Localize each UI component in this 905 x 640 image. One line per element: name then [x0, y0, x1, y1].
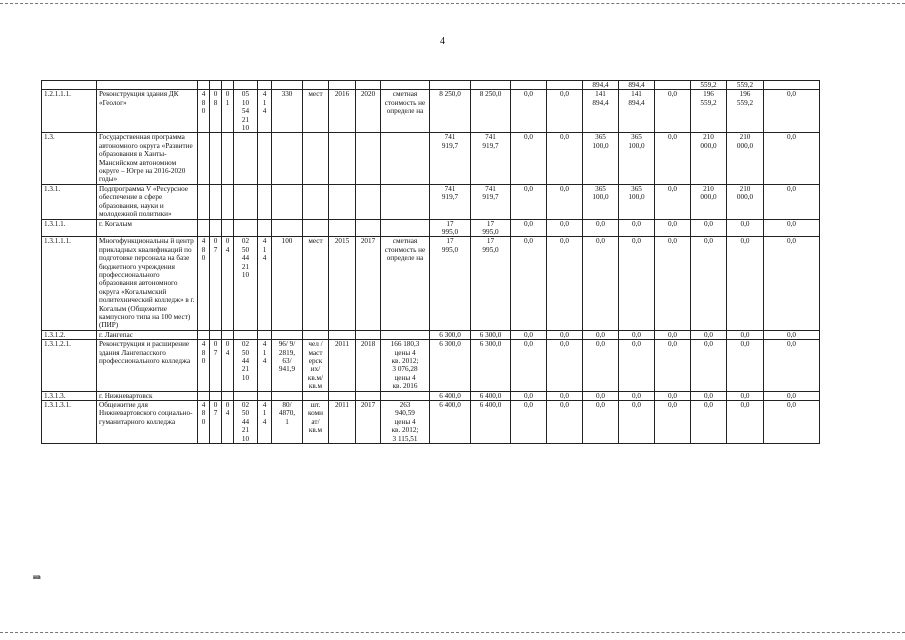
value-cell: 0,0: [619, 237, 655, 330]
digit-cell: [234, 330, 258, 339]
value-cell: 0,0: [655, 219, 691, 237]
digit-cell: 0 7: [210, 237, 222, 330]
budget-cell: 741 919,7: [471, 133, 511, 184]
value-cell: 0,0: [764, 90, 820, 133]
digit-cell: 4 1 4: [258, 237, 272, 330]
end-year-cell: [356, 391, 381, 400]
digit-cell: [198, 219, 210, 237]
page-number: 4: [440, 36, 445, 47]
digit-cell: [210, 133, 222, 184]
digit-cell: [258, 330, 272, 339]
value-cell: 365 100,0: [583, 184, 619, 219]
value-cell: 0,0: [511, 184, 547, 219]
carryover-cell: 559,2: [727, 81, 764, 90]
digit-cell: [222, 330, 234, 339]
code-cell: 1.3.1.1.1.: [42, 237, 97, 330]
value-cell: 196 559,2: [727, 90, 764, 133]
unit-cell: [303, 391, 329, 400]
end-year-cell: 2017: [356, 401, 381, 444]
value-cell: 210 000,0: [691, 184, 727, 219]
capacity-cell: 80/ 4870, 1: [272, 401, 303, 444]
code-cell: 1.3.: [42, 133, 97, 184]
digit-cell: [198, 184, 210, 219]
value-cell: 0,0: [583, 219, 619, 237]
digit-cell: [258, 391, 272, 400]
scan-bottom-edge: [0, 632, 905, 634]
value-cell: 210 000,0: [727, 184, 764, 219]
digit-cell: 4 8 0: [198, 90, 210, 133]
digit-cell: 4 8 0: [198, 401, 210, 444]
value-cell: 0,0: [655, 184, 691, 219]
digit-cell: 0 8: [210, 90, 222, 133]
table-row: [42, 219, 820, 237]
capacity-cell: 330: [272, 90, 303, 133]
code-cell: 1.3.1.: [42, 184, 97, 219]
budget-cell: 6 400,0: [471, 391, 511, 400]
value-cell: 0,0: [547, 330, 583, 339]
estimate-cell: [381, 391, 430, 400]
table-row-carryover: [42, 81, 820, 90]
value-cell: 0,0: [547, 133, 583, 184]
total-cell: 17 995,0: [430, 237, 471, 330]
digit-cell: 4 1 4: [258, 340, 272, 391]
digit-cell: [210, 184, 222, 219]
code-cell: 1.3.1.2.: [42, 330, 97, 339]
budget-cell: 6 400,0: [471, 401, 511, 444]
value-cell: 141 894,4: [619, 90, 655, 133]
value-cell: 0,0: [764, 391, 820, 400]
value-cell: 0,0: [764, 330, 820, 339]
value-cell: 0,0: [655, 340, 691, 391]
digit-cell: [210, 219, 222, 237]
value-cell: 0,0: [511, 401, 547, 444]
unit-cell: шт. комн ат/ кв.м: [303, 401, 329, 444]
value-cell: 0,0: [511, 340, 547, 391]
digit-cell: 4 8 0: [198, 340, 210, 391]
unit-cell: [303, 184, 329, 219]
name-cell: Реконструкция и расширение здания Лангепасского профессионального колледжа: [97, 340, 198, 391]
table-row: [42, 401, 820, 444]
value-cell: 0,0: [547, 184, 583, 219]
estimate-cell: 263 940,59 цены 4 кв. 2012; 3 115,51: [381, 401, 430, 444]
value-cell: 0,0: [764, 219, 820, 237]
digit-cell: [234, 219, 258, 237]
digit-cell: 02 50 44 21 10: [234, 237, 258, 330]
digit-cell: [222, 219, 234, 237]
name-cell: г. Когалым: [97, 219, 198, 237]
value-cell: 0,0: [655, 401, 691, 444]
capacity-cell: 100: [272, 237, 303, 330]
value-cell: 0,0: [691, 219, 727, 237]
value-cell: 0,0: [691, 391, 727, 400]
value-cell: 0,0: [691, 237, 727, 330]
value-cell: 0,0: [583, 401, 619, 444]
value-cell: 0,0: [727, 219, 764, 237]
value-cell: 0,0: [511, 237, 547, 330]
value-cell: 0,0: [727, 340, 764, 391]
unit-cell: мест: [303, 90, 329, 133]
value-cell: 0,0: [764, 184, 820, 219]
value-cell: 210 000,0: [691, 133, 727, 184]
name-cell: Государственная программа автономного округа «Развитие образования в Ханты-Мансийском автономном округе – Югре на 2016-2020 годы»: [97, 133, 198, 184]
value-cell: 0,0: [583, 340, 619, 391]
table-row: [42, 391, 820, 400]
digit-cell: 02 50 44 21 10: [234, 340, 258, 391]
estimate-cell: сметная стоимость не определе на: [381, 90, 430, 133]
scan-top-edge: [0, 3, 905, 5]
digit-cell: 4 1 4: [258, 401, 272, 444]
value-cell: 0,0: [619, 391, 655, 400]
carryover-cell: 894,4: [619, 81, 655, 90]
end-year-cell: [356, 330, 381, 339]
end-year-cell: [356, 184, 381, 219]
digit-cell: 4 8 0: [198, 237, 210, 330]
value-cell: 0,0: [655, 391, 691, 400]
name-cell: Реконструкция здания ДК «Геолог»: [97, 90, 198, 133]
value-cell: 196 559,2: [691, 90, 727, 133]
unit-cell: чел / маст ерск их/ кв.м/ кв.м: [303, 340, 329, 391]
end-year-cell: 2020: [356, 90, 381, 133]
capacity-cell: [272, 184, 303, 219]
code-cell: 1.3.1.2.1.: [42, 340, 97, 391]
value-cell: 0,0: [619, 340, 655, 391]
total-cell: 6 300,0: [430, 330, 471, 339]
table-row: [42, 237, 820, 330]
value-cell: 0,0: [511, 391, 547, 400]
estimate-cell: [381, 330, 430, 339]
digit-cell: 0 1: [222, 90, 234, 133]
digit-cell: [222, 133, 234, 184]
total-cell: 6 300,0: [430, 340, 471, 391]
digit-cell: [258, 184, 272, 219]
digit-cell: [198, 330, 210, 339]
value-cell: 0,0: [583, 391, 619, 400]
value-cell: 365 100,0: [583, 133, 619, 184]
table-body: [42, 81, 820, 444]
value-cell: 0,0: [547, 401, 583, 444]
value-cell: 141 894,4: [583, 90, 619, 133]
digit-cell: 0 4: [222, 237, 234, 330]
digit-cell: [234, 184, 258, 219]
code-cell: 1.3.1.3.1.: [42, 401, 97, 444]
budget-cell: 17 995,0: [471, 219, 511, 237]
start-year-cell: [329, 391, 356, 400]
estimate-cell: 166 180,3 цены 4 кв. 2012; 3 076,28 цены 4 кв. 2016: [381, 340, 430, 391]
value-cell: 0,0: [547, 90, 583, 133]
value-cell: 365 100,0: [619, 184, 655, 219]
budget-cell: 6 300,0: [471, 340, 511, 391]
start-year-cell: 2015: [329, 237, 356, 330]
value-cell: 0,0: [764, 401, 820, 444]
budget-cell: 741 919,7: [471, 184, 511, 219]
digit-cell: 4 1 4: [258, 90, 272, 133]
value-cell: 0,0: [511, 330, 547, 339]
total-cell: 741 919,7: [430, 184, 471, 219]
capacity-cell: [272, 330, 303, 339]
end-year-cell: [356, 133, 381, 184]
start-year-cell: 2011: [329, 340, 356, 391]
table-row: [42, 133, 820, 184]
digit-cell: 0 4: [222, 340, 234, 391]
budget-cell: 6 300,0: [471, 330, 511, 339]
start-year-cell: 2016: [329, 90, 356, 133]
unit-cell: мест: [303, 237, 329, 330]
value-cell: 365 100,0: [619, 133, 655, 184]
value-cell: 0,0: [619, 401, 655, 444]
value-cell: 0,0: [583, 330, 619, 339]
digit-cell: [222, 391, 234, 400]
total-cell: 8 250,0: [430, 90, 471, 133]
value-cell: 0,0: [655, 330, 691, 339]
value-cell: 0,0: [764, 340, 820, 391]
value-cell: 0,0: [619, 330, 655, 339]
digit-cell: [234, 133, 258, 184]
value-cell: 0,0: [547, 219, 583, 237]
digit-cell: 05 10 54 21 10: [234, 90, 258, 133]
name-cell: Общежитие для Нижневартовского социально-гуманитарного колледжа: [97, 401, 198, 444]
budget-cell: 8 250,0: [471, 90, 511, 133]
value-cell: 0,0: [655, 237, 691, 330]
digit-cell: [198, 391, 210, 400]
value-cell: 0,0: [511, 90, 547, 133]
digit-cell: [258, 133, 272, 184]
digit-cell: 02 50 44 21 10: [234, 401, 258, 444]
carryover-cell: 559,2: [691, 81, 727, 90]
value-cell: 0,0: [547, 340, 583, 391]
start-year-cell: [329, 184, 356, 219]
digit-cell: [258, 219, 272, 237]
value-cell: 0,0: [655, 133, 691, 184]
digit-cell: [210, 330, 222, 339]
estimate-cell: [381, 133, 430, 184]
value-cell: 0,0: [691, 330, 727, 339]
table-row: [42, 184, 820, 219]
digit-cell: [222, 184, 234, 219]
value-cell: 0,0: [727, 401, 764, 444]
unit-cell: [303, 330, 329, 339]
end-year-cell: 2018: [356, 340, 381, 391]
digit-cell: 0 7: [210, 340, 222, 391]
value-cell: 0,0: [619, 219, 655, 237]
table-row: [42, 330, 820, 339]
start-year-cell: [329, 330, 356, 339]
code-cell: 1.3.1.1.: [42, 219, 97, 237]
start-year-cell: [329, 219, 356, 237]
table-row: [42, 90, 820, 133]
footnote: нв: [33, 573, 41, 581]
value-cell: 0,0: [727, 391, 764, 400]
capacity-cell: [272, 133, 303, 184]
value-cell: 0,0: [727, 330, 764, 339]
unit-cell: [303, 219, 329, 237]
value-cell: 0,0: [655, 90, 691, 133]
name-cell: г. Нижневартовск: [97, 391, 198, 400]
budget-cell: 17 995,0: [471, 237, 511, 330]
value-cell: 0,0: [547, 391, 583, 400]
value-cell: 0,0: [764, 237, 820, 330]
total-cell: 741 919,7: [430, 133, 471, 184]
estimate-cell: [381, 219, 430, 237]
value-cell: 0,0: [691, 401, 727, 444]
end-year-cell: [356, 219, 381, 237]
unit-cell: [303, 133, 329, 184]
value-cell: 0,0: [511, 133, 547, 184]
total-cell: 17 995,0: [430, 219, 471, 237]
value-cell: 0,0: [511, 219, 547, 237]
name-cell: Многофункциональны й центр прикладных квалификаций по подготовке персонала на базе бюджетного учреждения профессионального образования автономного округа «Когалымский политехнический колледж» в г. Когалым (Общежитие кампусного типа на 100 мест) (ПИР): [97, 237, 198, 330]
digit-cell: [210, 391, 222, 400]
value-cell: 0,0: [691, 340, 727, 391]
investment-program-table: [41, 80, 820, 444]
capacity-cell: 96/ 9/ 2819, 63/ 941,9: [272, 340, 303, 391]
capacity-cell: [272, 391, 303, 400]
end-year-cell: 2017: [356, 237, 381, 330]
start-year-cell: 2011: [329, 401, 356, 444]
digit-cell: [234, 391, 258, 400]
value-cell: 0,0: [727, 237, 764, 330]
name-cell: г. Лангепас: [97, 330, 198, 339]
digit-cell: [198, 133, 210, 184]
start-year-cell: [329, 133, 356, 184]
carryover-cell: 894,4: [583, 81, 619, 90]
code-cell: 1.3.1.3.: [42, 391, 97, 400]
value-cell: 210 000,0: [727, 133, 764, 184]
capacity-cell: [272, 219, 303, 237]
digit-cell: 0 7: [210, 401, 222, 444]
digit-cell: 0 4: [222, 401, 234, 444]
name-cell: Подпрограмма V «Ресурсное обеспечение в сфере образования, науки и молодежной политики»: [97, 184, 198, 219]
estimate-cell: [381, 184, 430, 219]
code-cell: 1.2.1.1.1.: [42, 90, 97, 133]
value-cell: 0,0: [764, 133, 820, 184]
estimate-cell: сметная стоимость не определе на: [381, 237, 430, 330]
table-row: [42, 340, 820, 391]
total-cell: 6 400,0: [430, 391, 471, 400]
value-cell: 0,0: [547, 237, 583, 330]
total-cell: 6 400,0: [430, 401, 471, 444]
value-cell: 0,0: [583, 237, 619, 330]
